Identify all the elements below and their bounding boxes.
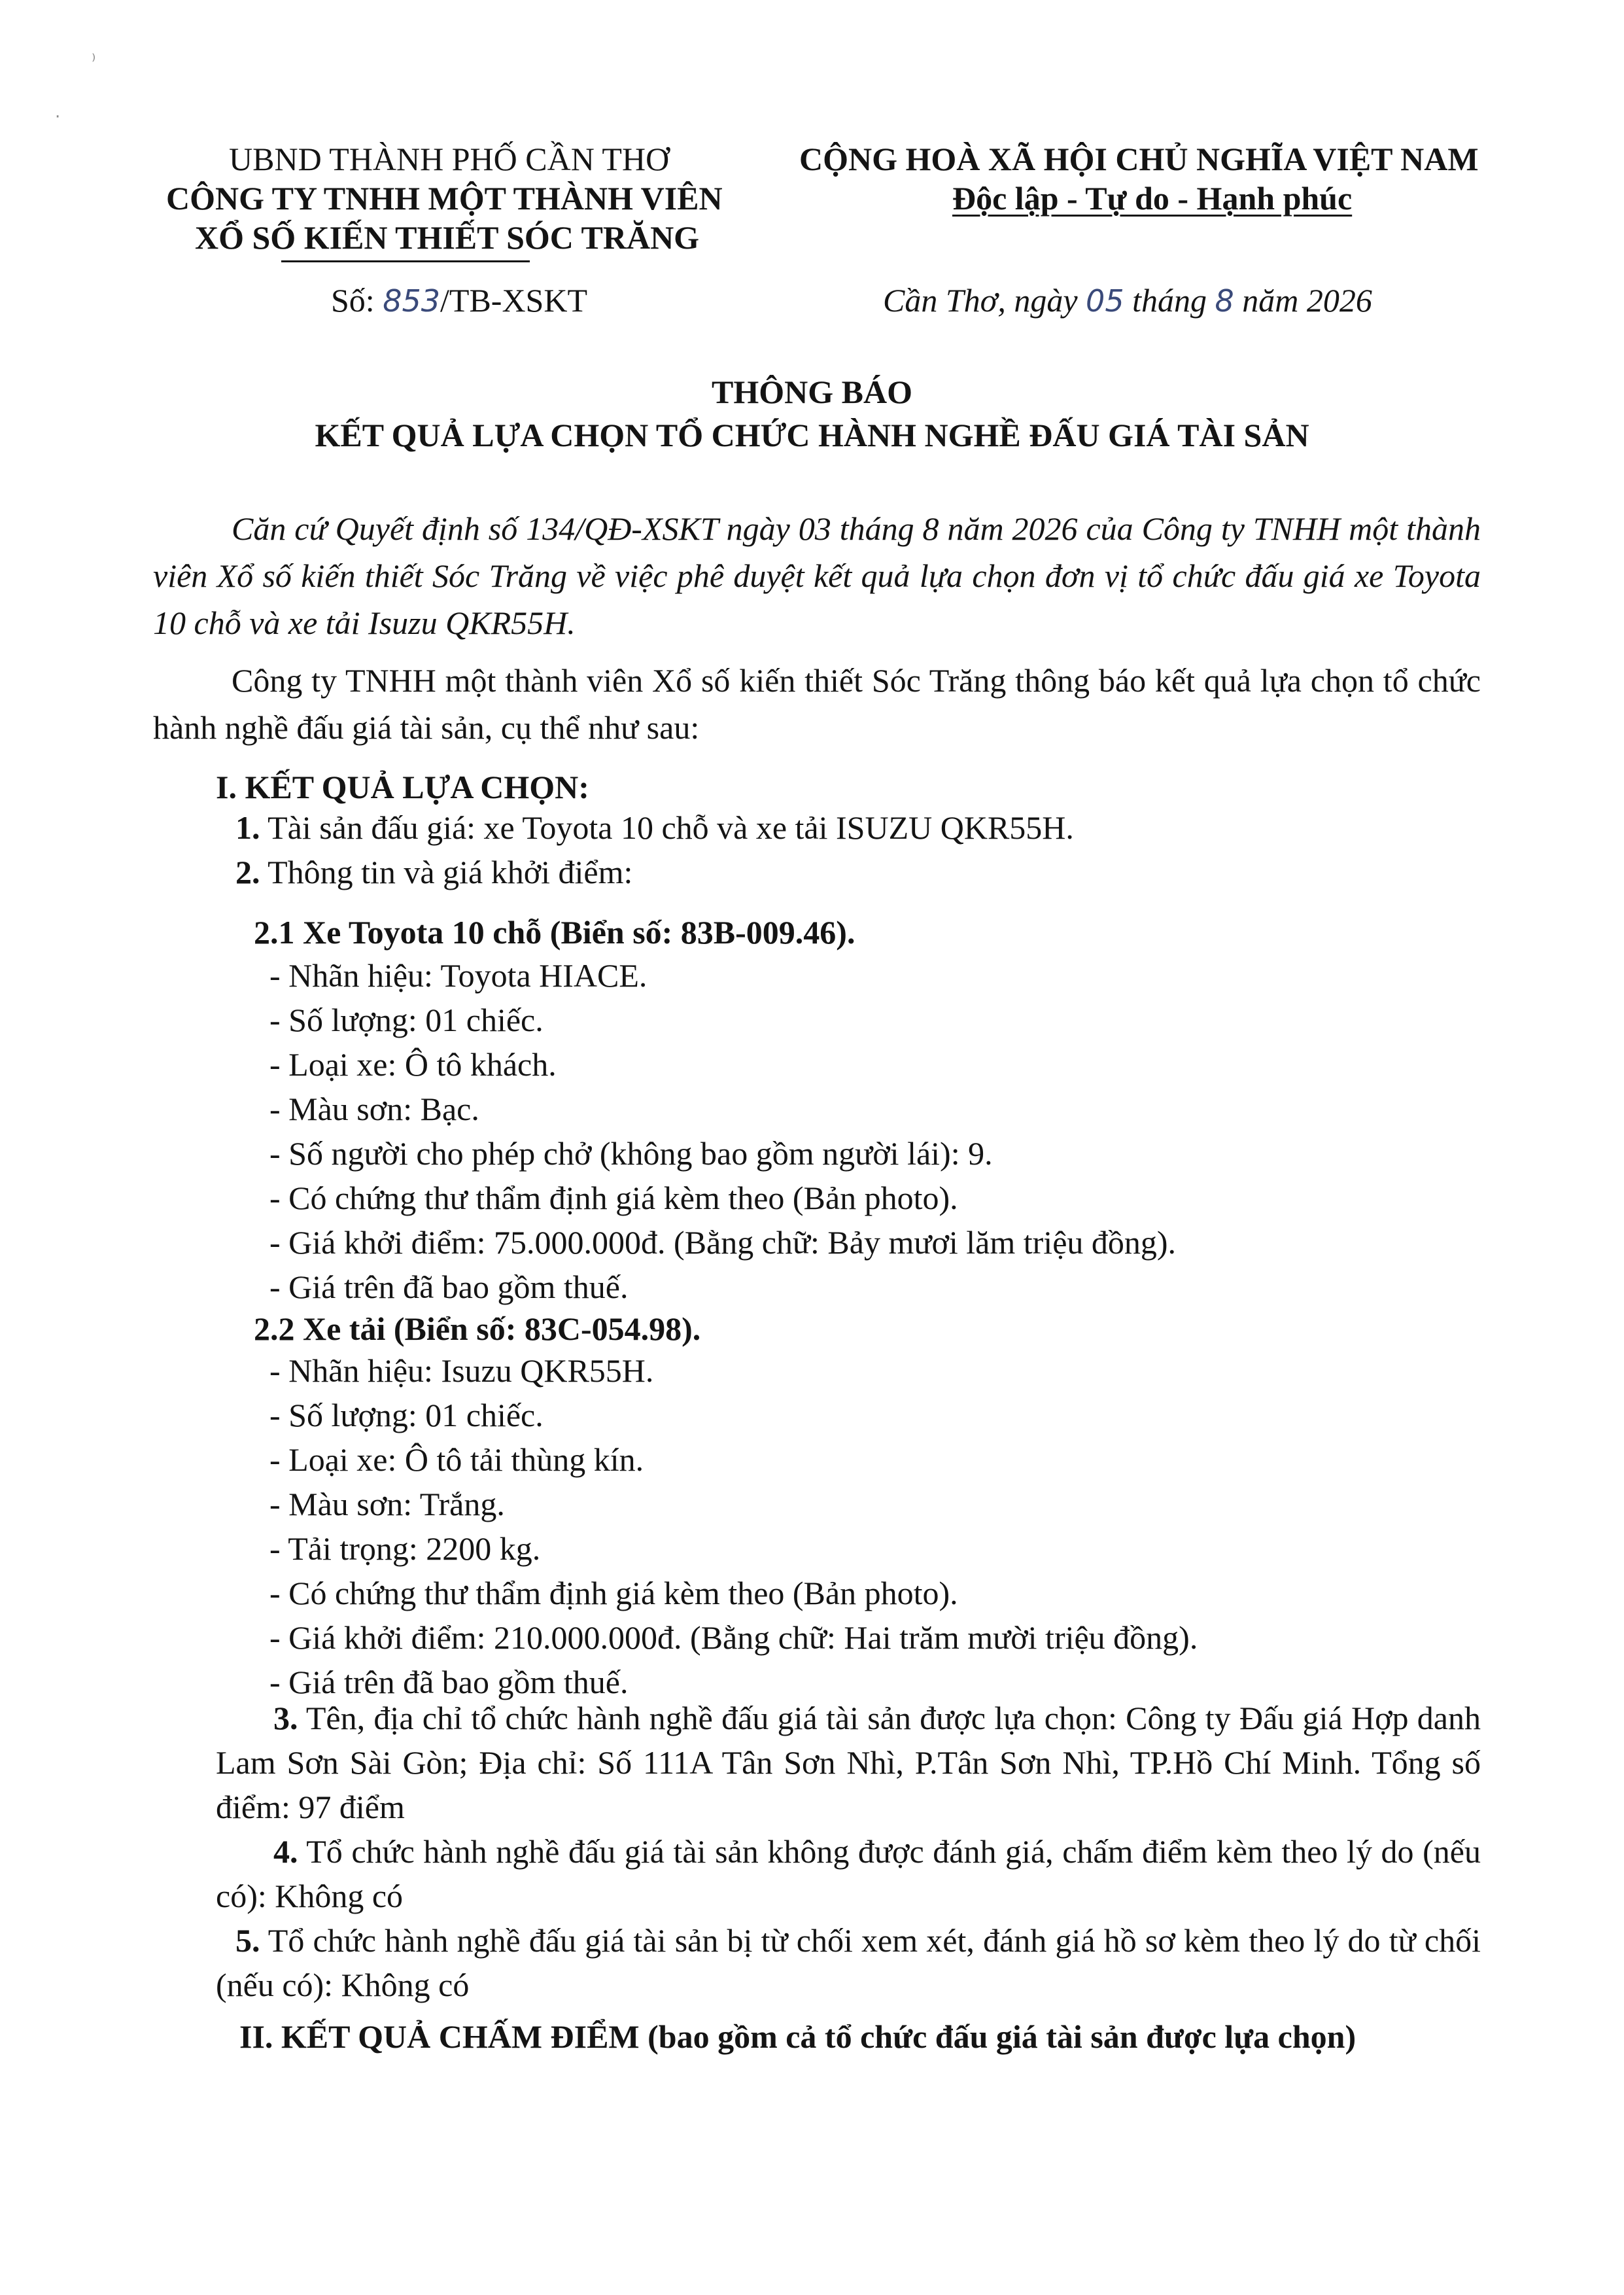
scan-mark: ⁾ — [92, 51, 96, 71]
notice-paragraph: Công ty TNHH một thành viên Xổ số kiến thiết Sóc Trăng thông báo kết quả lựa chọn tổ chức hành nghề đấu giá tài sản, cụ thể như sau: — [153, 662, 1481, 746]
vehicle2-line: - Nhãn hiệu: Isuzu QKR55H. — [269, 1352, 654, 1389]
vehicle2-line: - Tải trọng: 2200 kg. — [269, 1530, 541, 1567]
vehicle1-line: - Số lượng: 01 chiếc. — [269, 1002, 544, 1038]
section1-item2: 2. Thông tin và giá khởi điểm: — [235, 854, 633, 890]
vehicle1-line: - Giá trên đã bao gồm thuế. — [269, 1269, 629, 1305]
vehicle1-heading: 2.1 Xe Toyota 10 chỗ (Biển số: 83B-009.46). — [254, 914, 855, 951]
document-number-handwritten: 853 — [383, 283, 441, 319]
section2-heading: II. KẾT QUẢ CHẤM ĐIỂM (bao gồm cả tổ chức đấu giá tài sản được lựa chọn) — [239, 2018, 1356, 2055]
date-day-handwritten: 05 — [1086, 283, 1124, 319]
section1-item4: 4. Tổ chức hành nghề đấu giá tài sản không được đánh giá, chấm điểm kèm theo lý do (nếu có): Không có — [216, 1833, 1481, 1914]
document-date: Cần Thơ, ngày 05 tháng 8 năm 2026 — [883, 282, 1372, 319]
vehicle1-line: - Số người cho phép chở (không bao gồm người lái): 9. — [269, 1135, 993, 1172]
vehicle1-line: - Loại xe: Ô tô khách. — [269, 1046, 557, 1083]
basis-paragraph: Căn cứ Quyết định số 134/QĐ-XSKT ngày 03 tháng 8 năm 2026 của Công ty TNHH một thành viên Xổ số kiến thiết Sóc Trăng về việc phê duyệt kết quả lựa chọn đơn vị tổ chức đấu giá xe Toyota 10 chỗ và xe tải Isuzu QKR55H. — [153, 510, 1481, 641]
date-month-handwritten: 8 — [1215, 283, 1234, 319]
vehicle2-line: - Giá khởi điểm: 210.000.000đ. (Bằng chữ: Hai trăm mười triệu đồng). — [269, 1619, 1198, 1656]
national-title: CỘNG HOÀ XÃ HỘI CHỦ NGHĨA VIỆT NAM — [799, 141, 1479, 177]
vehicle1-line: - Màu sơn: Bạc. — [269, 1091, 479, 1127]
scan-mark: · — [55, 107, 61, 127]
vehicle2-line: - Loại xe: Ô tô tải thùng kín. — [269, 1441, 644, 1478]
vehicle1-line: - Có chứng thư thẩm định giá kèm theo (Bản photo). — [269, 1180, 958, 1216]
vehicle2-line: - Số lượng: 01 chiếc. — [269, 1397, 544, 1433]
issuer-company-name: XỔ SỐ KIẾN THIẾT SÓC TRĂNG — [195, 219, 700, 256]
vehicle2-line: - Màu sơn: Trắng. — [269, 1486, 505, 1522]
section1-item5: 5. Tổ chức hành nghề đấu giá tài sản bị từ chối xem xét, đánh giá hồ sơ kèm theo lý do từ chối (nếu có): Không có — [216, 1922, 1481, 2003]
issuer-underline — [281, 260, 530, 262]
section1-item3: 3. Tên, địa chỉ tổ chức hành nghề đấu giá tài sản được lựa chọn: Công ty Đấu giá Hợp danh Lam Sơn Sài Gòn; Địa chỉ: Số 111A Tân Sơn Nhì, P.Tân Sơn Nhì, TP.Hồ Chí Minh. Tổng số điểm: 97 điểm — [216, 1700, 1481, 1825]
vehicle2-line: - Giá trên đã bao gồm thuế. — [269, 1664, 629, 1700]
vehicle1-line: - Giá khởi điểm: 75.000.000đ. (Bằng chữ: Bảy mươi lăm triệu đồng). — [269, 1224, 1177, 1261]
national-motto: Độc lập - Tự do - Hạnh phúc — [952, 180, 1353, 217]
notice-title: THÔNG BÁO — [712, 374, 912, 410]
notice-subtitle: KẾT QUẢ LỰA CHỌN TỔ CHỨC HÀNH NGHỀ ĐẤU GIÁ TÀI SẢN — [315, 417, 1309, 453]
issuer-authority: UBND THÀNH PHỐ CẦN THƠ — [229, 141, 670, 177]
section1-item1: 1. Tài sản đấu giá: xe Toyota 10 chỗ và xe tải ISUZU QKR55H. — [235, 809, 1074, 846]
vehicle1-line: - Nhãn hiệu: Toyota HIACE. — [269, 957, 648, 994]
vehicle2-line: - Có chứng thư thẩm định giá kèm theo (Bản photo). — [269, 1575, 958, 1611]
document-number: Số: 853/TB-XSKT — [331, 282, 588, 319]
vehicle2-heading: 2.2 Xe tải (Biển số: 83C-054.98). — [254, 1310, 701, 1347]
section1-heading: I. KẾT QUẢ LỰA CHỌN: — [216, 769, 589, 805]
issuer-company: CÔNG TY TNHH MỘT THÀNH VIÊN — [166, 180, 723, 217]
